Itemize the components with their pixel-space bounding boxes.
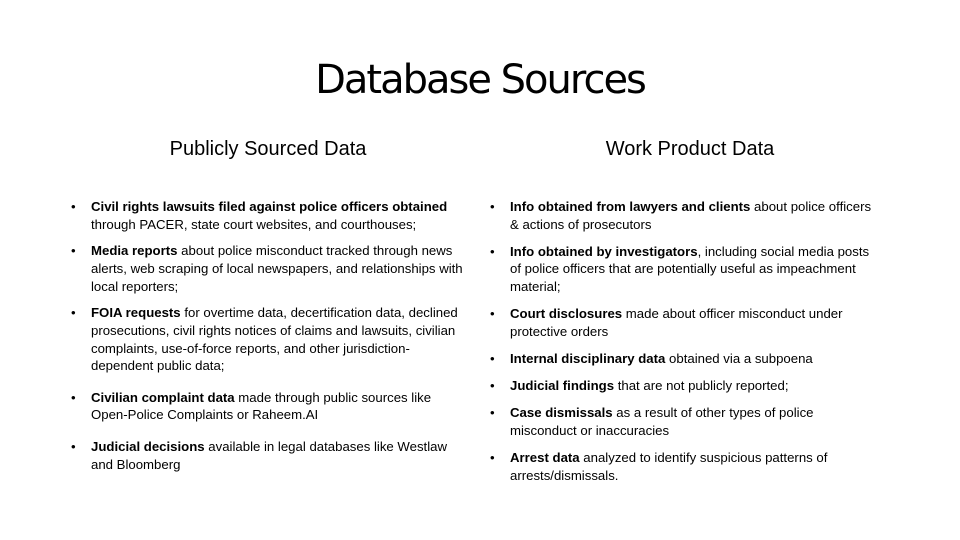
list-item: [489, 243, 881, 296]
item-text: as a result of other types of police misconduct or inaccuracies: [510, 405, 814, 438]
bullet-icon: •: [71, 243, 76, 259]
bullet-icon: •: [490, 378, 495, 394]
item-text: , including social media posts of police officers that are potentially useful as impeachment material;: [510, 243, 870, 294]
list-item: [489, 449, 881, 484]
item-bold: Civil rights lawsuits filed against police officers obtained: [91, 199, 448, 214]
item-text: available in legal databases like Westlaw and Bloomberg: [91, 438, 448, 472]
list-item: [70, 304, 465, 374]
item-bold: Case dismissals: [510, 405, 613, 421]
item-bold: Media reports: [91, 243, 178, 259]
item-text: analyzed to identify suspicious patterns of arrests/dismissals.: [510, 450, 828, 483]
item-bold: Civilian complaint data: [91, 389, 235, 405]
item-text: made through public sources like Open-Police Complaints or Raheem.AI: [91, 389, 432, 423]
bullet-icon: •: [490, 199, 495, 214]
item-bold: Info obtained from lawyers and clients: [510, 199, 751, 214]
bullet-icon: •: [490, 243, 495, 259]
item-text: about police officers & actions of prosecutors: [510, 199, 872, 232]
item-text: obtained via a subpoena: [665, 350, 813, 366]
slide-title: Database Sources: [315, 57, 645, 103]
item-bold: Info obtained by investigators: [510, 243, 698, 259]
bullet-icon: •: [71, 389, 76, 405]
list-item: [489, 404, 881, 439]
list-item: [489, 198, 881, 233]
item-bold: Judicial findings: [510, 378, 615, 394]
bullet-icon: •: [490, 405, 495, 421]
list-item: [489, 350, 881, 368]
right-column-list: [489, 198, 881, 484]
bullet-icon: •: [490, 306, 495, 322]
left-column-heading: Publicly Sourced Data: [169, 138, 367, 160]
bullet-icon: •: [490, 450, 495, 466]
item-bold: Judicial decisions: [91, 438, 205, 454]
bullet-icon: •: [71, 438, 76, 454]
item-text: through PACER, state court websites, and courthouses;: [91, 216, 417, 232]
bullet-icon: •: [71, 199, 76, 214]
item-bold: Internal disciplinary data: [510, 350, 666, 366]
left-column-list: [70, 198, 465, 473]
item-text: that are not publicly reported;: [614, 378, 789, 394]
list-item: [489, 305, 881, 340]
bullet-icon: •: [490, 350, 495, 366]
item-bold: Arrest data: [510, 450, 580, 466]
item-text: about police misconduct tracked through news alerts, web scraping of local newspapers, and relationships with local reporters;: [91, 243, 463, 294]
list-item: [70, 438, 465, 473]
item-text: made about officer misconduct under protective orders: [510, 306, 843, 339]
list-item: [489, 377, 881, 395]
list-item: [70, 389, 465, 424]
list-item: [70, 198, 465, 233]
bullet-icon: •: [71, 305, 76, 321]
right-column-heading: Work Product Data: [605, 138, 775, 160]
list-item: [70, 242, 465, 295]
item-bold: Court disclosures: [510, 306, 623, 322]
item-text: for overtime data, decertification data, declined prosecutions, civil rights notices of claims and lawsuits, civilian complaints, use-of-force reports, and other jurisdiction-dependent public data;: [91, 305, 458, 374]
item-bold: FOIA requests: [91, 305, 181, 321]
